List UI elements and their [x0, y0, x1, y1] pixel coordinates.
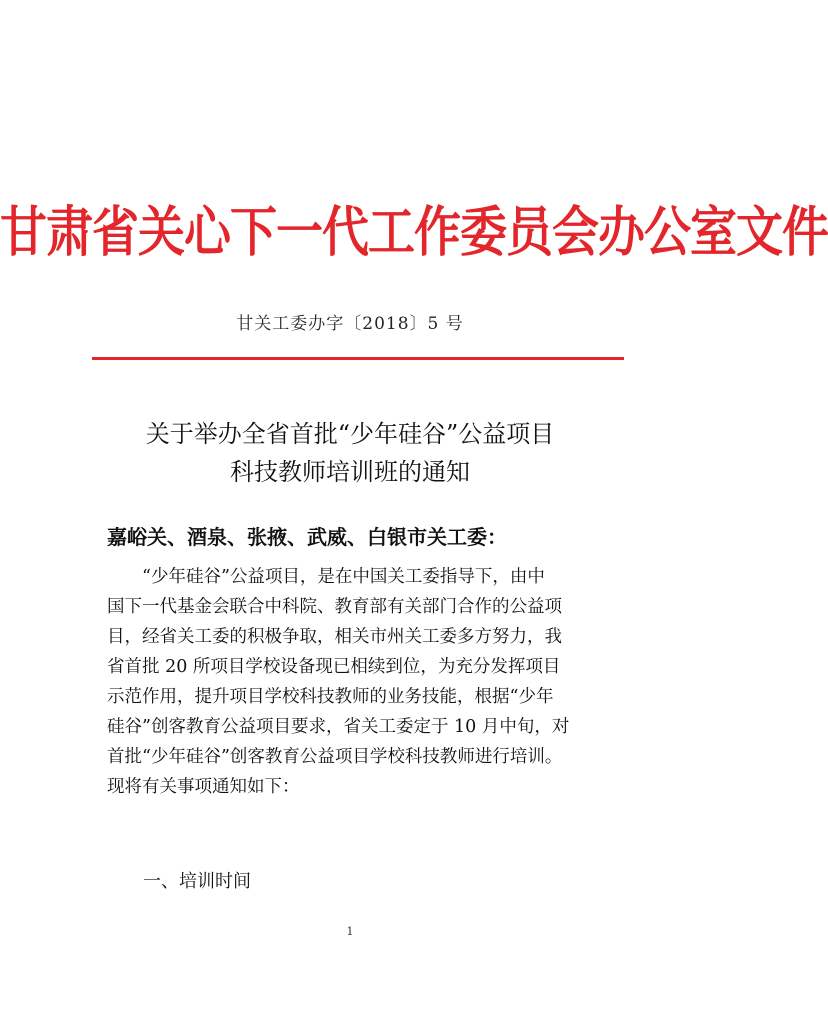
addressee: 嘉峪关、酒泉、张掖、武威、白银市关工委： — [107, 525, 507, 549]
body-line: 硅谷”创客教育公益项目要求，省关工委定于 10 月中旬，对 — [107, 717, 570, 737]
body-line: 现将有关事项通知如下： — [107, 777, 300, 797]
page-number: 1 — [346, 925, 354, 938]
document-number: 甘关工委办字〔2018〕5 号 — [236, 314, 464, 334]
body-line: 国下一代基金会联合中科院、教育部有关部门合作的公益项 — [107, 597, 562, 617]
body-line: “少年硅谷”公益项目，是在中国关工委指导下，由中 — [107, 567, 545, 587]
notice-title-line-1: 关于举办全省首批“少年硅谷”公益项目 — [145, 420, 555, 448]
body-line: 首批“少年硅谷”创客教育公益项目学校科技教师进行培训。 — [107, 747, 563, 767]
notice-title-line-2: 科技教师培训班的通知 — [230, 458, 470, 486]
header-divider — [92, 357, 624, 360]
body-line: 省首批 20 所项目学校设备现已相续到位，为充分发挥项目 — [107, 657, 561, 677]
body-line: 示范作用，提升项目学校科技教师的业务技能，根据“少年 — [107, 687, 554, 707]
body-line: 目，经省关工委的积极争取，相关市州关工委多方努力，我 — [107, 627, 562, 647]
section-heading: 一、培训时间 — [143, 871, 251, 892]
letterhead-title: 甘肃省关心下一代工作委员会办公室文件 — [0, 200, 828, 265]
